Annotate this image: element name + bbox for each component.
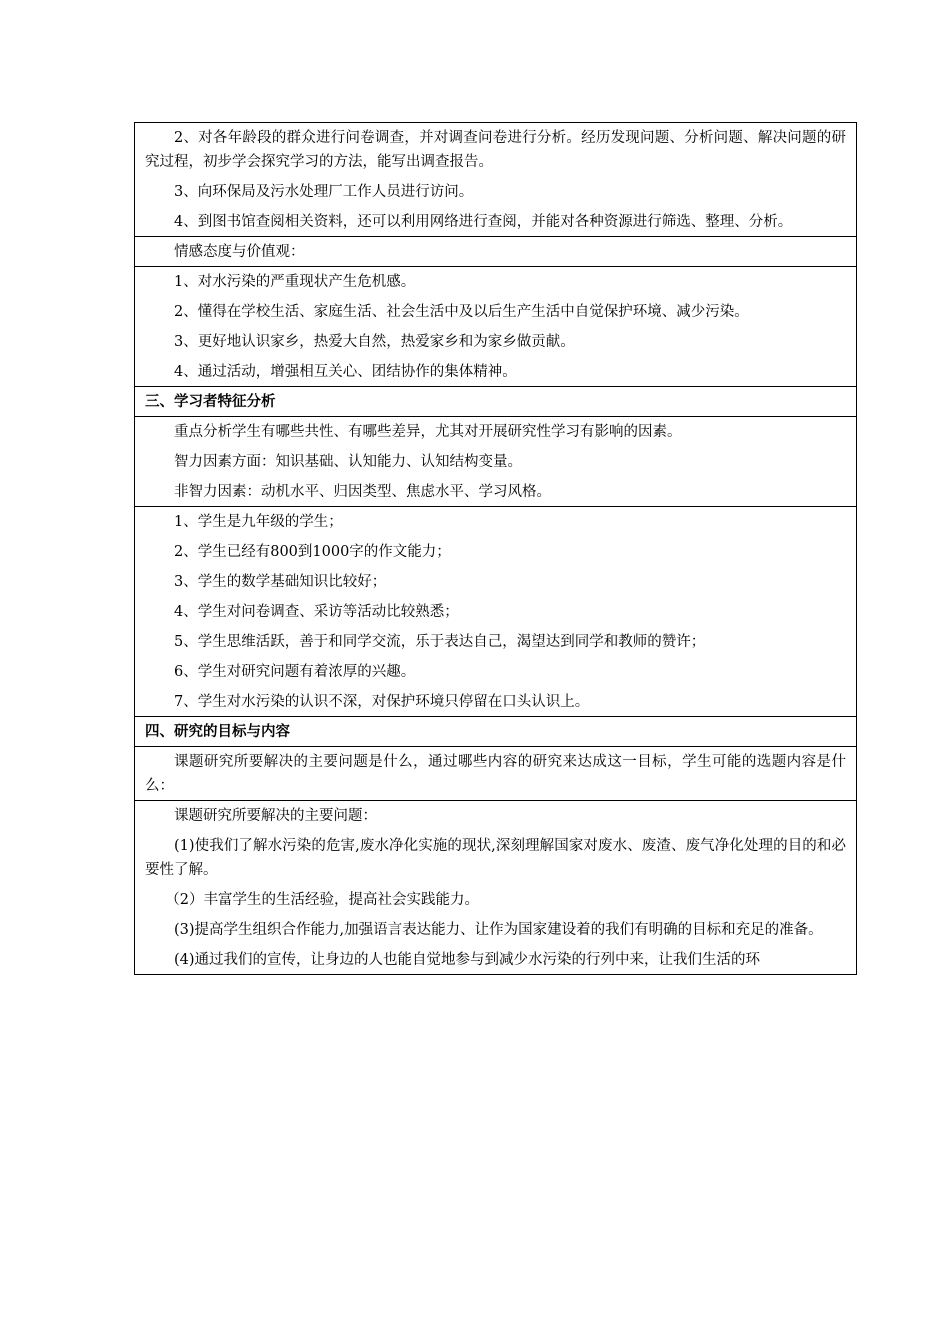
- cell-goals-content: [135, 800, 856, 974]
- paragraph: (3)提高学生组织合作能力,加强语言表达能力、让作为国家建设着的我们有明确的目标和充足的准备。: [174, 922, 823, 938]
- paragraph: 非智力因素：动机水平、归因类型、焦虑水平、学习风格。: [174, 484, 551, 500]
- paragraph: 3、学生的数学基础知识比较好；: [174, 574, 387, 590]
- paragraph: 课题研究所要解决的主要问题：: [174, 808, 377, 824]
- paragraph: 情感态度与价值观：: [174, 244, 305, 260]
- paragraph: 3、向环保局及污水处理厂工作人员进行访问。: [174, 184, 474, 200]
- paragraph: 4、学生对问卷调查、采访等活动比较熟悉；: [174, 604, 459, 620]
- cell-learner-analysis: [135, 416, 856, 506]
- paragraph: 7、学生对水污染的认识不深，对保护环境只停留在口头认识上。: [174, 694, 590, 710]
- paragraph: 重点分析学生有哪些共性、有哪些差异，尤其对开展研究性学习有影响的因素。: [174, 424, 682, 440]
- paragraph: 课题研究所要解决的主要问题是什么，通过哪些内容的研究来达成这一目标，学生可能的选题内容是什么：: [145, 754, 846, 794]
- paragraph: 2、学生已经有800到1000字的作文能力；: [174, 544, 451, 560]
- paragraph: 2、对各年龄段的群众进行问卷调查，并对调查问卷进行分析。经历发现问题、分析问题、解决问题的研究过程，初步学会探究学习的方法，能写出调查报告。: [145, 130, 846, 170]
- paragraph: (4)通过我们的宣传，让身边的人也能自觉地参与到减少水污染的行列中来，让我们生活的环: [174, 952, 761, 968]
- paragraph: 4、通过活动，增强相互关心、团结协作的集体精神。: [174, 364, 517, 380]
- section-heading: 三、学习者特征分析: [145, 394, 276, 410]
- paragraph: 4、到图书馆查阅相关资料，还可以利用网络进行查阅，并能对各种资源进行筛选、整理、分析。: [174, 214, 793, 230]
- paragraph: (1)使我们了解水污染的危害,废水净化实施的现状,深刻理解国家对废水、废渣、废气净化处理的目的和必要性了解。: [145, 838, 846, 878]
- cell-goals-question: [135, 746, 856, 800]
- cell-heading-goals: [135, 716, 856, 746]
- document-table: [134, 122, 857, 975]
- cell-heading-learner: [135, 386, 856, 416]
- cell-emotion-label: [135, 236, 856, 266]
- section-heading: 四、研究的目标与内容: [145, 724, 290, 740]
- paragraph: 2、懂得在学校生活、家庭生活、社会生活中及以后生产生活中自觉保护环境、减少污染。: [174, 304, 749, 320]
- paragraph: 智力因素方面：知识基础、认知能力、认知结构变量。: [174, 454, 522, 470]
- paragraph: 1、学生是九年级的学生；: [174, 514, 343, 530]
- cell-learner-traits: [135, 506, 856, 716]
- cell-emotion-items: [135, 266, 856, 386]
- paragraph: 6、学生对研究问题有着浓厚的兴趣。: [174, 664, 416, 680]
- paragraph: 3、更好地认识家乡，热爱大自然，热爱家乡和为家乡做贡献。: [174, 334, 575, 350]
- paragraph: 1、对水污染的严重现状产生危机感。: [174, 274, 416, 290]
- paragraph: （2）丰富学生的生活经验，提高社会实践能力。: [165, 892, 480, 908]
- cell-methods: [135, 123, 856, 236]
- paragraph: 5、学生思维活跃，善于和同学交流，乐于表达自己，渴望达到同学和教师的赞许；: [174, 634, 706, 650]
